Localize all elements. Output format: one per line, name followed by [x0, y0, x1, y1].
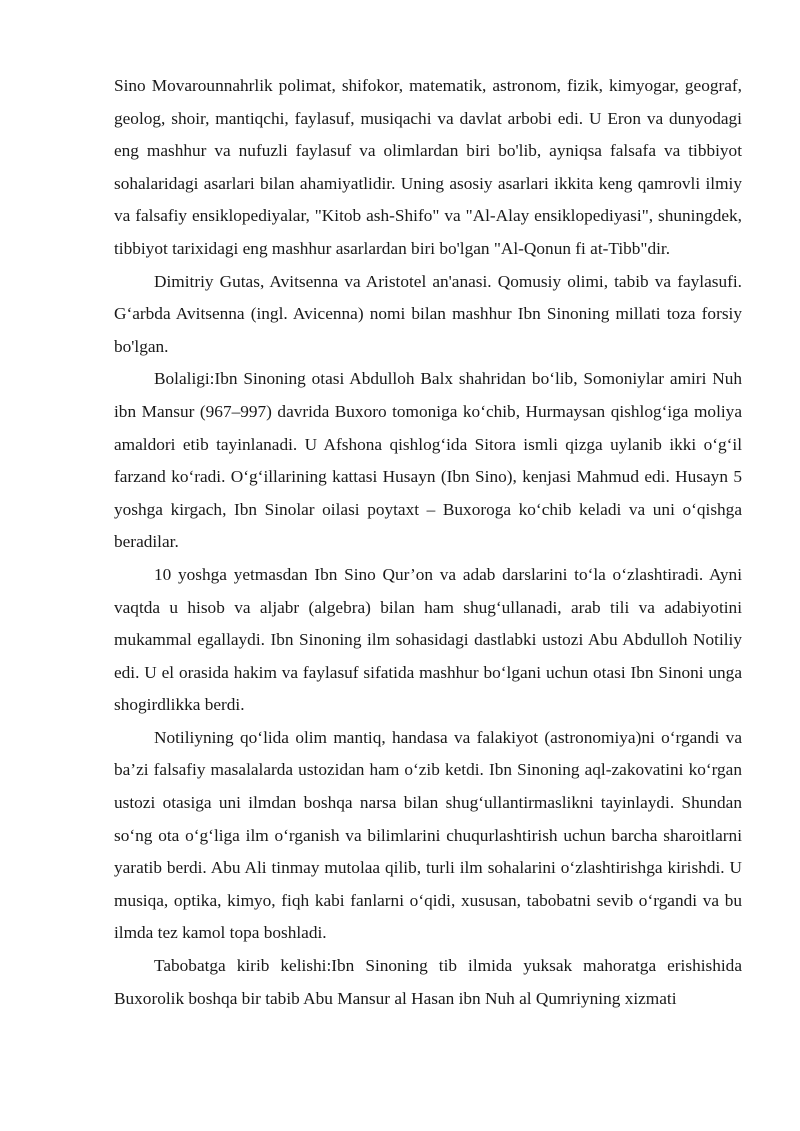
paragraph-3: Bolaligi:Ibn Sinoning otasi Abdulloh Balx shahridan bo‘lib, Somoniylar amiri Nuh ibn Mansur (967–997) davrida Buxoro tomoniga ko‘chib, Hurmaysan qishlog‘iga moliya amaldori etib tayinlanadi. U Afshona qishlog‘ida Sitora ismli qizga uylanib ikki o‘g‘il farzand ko‘radi. O‘g‘illarining kattasi Husayn (Ibn Sino), kenjasi Mahmud edi. Husayn 5 yoshga kirgach, Ibn Sinolar oilasi poytaxt – Buxoroga ko‘chib keladi va uni o‘qishga beradilar.	[114, 369, 742, 552]
paragraph-5: Notiliyning qo‘lida olim mantiq, handasa va falakiyot (astronomiya)ni o‘rgandi va ba’zi falsafiy masalalarda ustozidan ham o‘zib ketdi. Ibn Sinoning aql-zakovatini ko‘rgan ustozi otasiga uni ilmdan boshqa narsa bilan shug‘ullantirmaslikni tayinlaydi. Shundan so‘ng ota o‘g‘liga ilm o‘rganish va bilimlarini chuqurlashtirish uchun barcha sharoitlarni yaratib berdi. Abu Ali tinmay mutolaa qilib, turli ilm sohalarini o‘zlashtirishga kirishdi. U musiqa, optika, kimyo, fiqh kabi fanlarni o‘qidi, xususan, tabobatni sevib o‘rgandi va bu ilmda tez kamol topa boshladi.	[114, 727, 742, 943]
paragraph-1: Sino Movarounnahrlik polimat, shifokor, matematik, astronom, fizik, kimyogar, geograf, geolog, shoir, mantiqchi, faylasuf, musiqachi va davlat arbobi edi. U Eron va dunyodagi eng mashhur va nufuzli faylasuf va olimlardan biri bo'lib, ayniqsa falsafa va tibbiyot sohalaridagi asarlari bilan ahamiyatlidir. Uning asosiy asarlari ikkita keng qamrovli ilmiy va falsafiy ensiklopediyalar, "Kitob ash-Shifo" va "Al-Alay ensiklopediyasi", shuningdek, tibbiyot tarixidagi eng mashhur asarlardan biri bo'lgan "Al-Qonun fi at-Tibb"dir.	[114, 76, 742, 258]
document-body	[114, 70, 742, 1015]
paragraph-4: 10 yoshga yetmasdan Ibn Sino Qur’on va adab darslarini to‘la o‘zlashtiradi. Ayni vaqtda u hisob va aljabr (algebra) bilan ham shug‘ullanadi, arab tili va adabiyotini mukammal egallaydi. Ibn Sinoning ilm sohasidagi dastlabki ustozi Abu Abdulloh Notiliy edi. U el orasida hakim va faylasuf sifatida mashhur bo‘lgani uchun otasi Ibn Sinoni unga shogirdlikka berdi.	[114, 564, 742, 715]
paragraph-2: Dimitriy Gutas, Avitsenna va Aristotel an'anasi. Qomusiy olimi, tabib va faylasufi. G‘arbda Avitsenna (ingl. Avicenna) nomi bilan mashhur Ibn Sinoning millati toza forsiy bo'lgan.	[114, 271, 742, 356]
paragraph-6: Tabobatga kirib kelishi:Ibn Sinoning tib ilmida yuksak mahoratga erishishida Buxorolik boshqa bir tabib Abu Mansur al Hasan ibn Nuh al Qumriyning xizmati	[114, 956, 742, 1008]
